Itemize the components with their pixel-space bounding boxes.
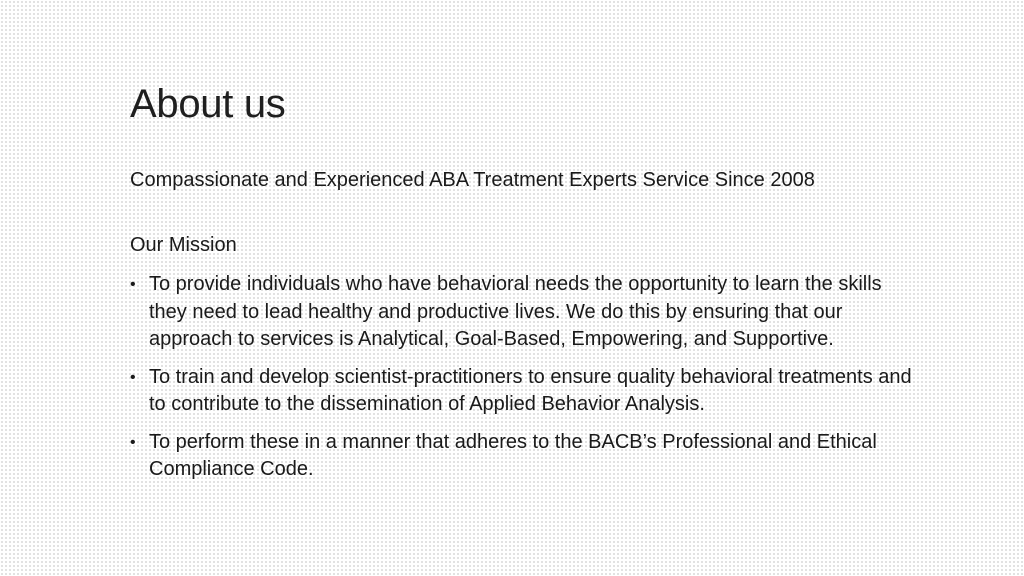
mission-bullet-list [130,271,920,494]
mission-heading: Our Mission [130,234,237,256]
bullet-dot-icon: • [130,368,136,386]
mission-bullet-text: To provide individuals who have behavioral needs the opportunity to learn the skills they need to lead healthy and productive lives. We do this by ensuring that our approach to services is Analytical, Goal-Based, Empowering, and Supportive. [149,273,882,350]
slide-title: About us [130,82,286,126]
slide-subtitle: Compassionate and Experienced ABA Treatment Experts Service Since 2008 [130,169,815,191]
mission-bullet-text: To train and develop scientist-practitioners to ensure quality behavioral treatments and to contribute to the dissemination of Applied Behavior Analysis. [149,365,912,415]
mission-bullet-text: To perform these in a manner that adheres to the BACB’s Professional and Ethical Compliance Code. [149,430,877,480]
mission-bullet-item [130,364,920,419]
mission-bullet-item [130,271,920,354]
mission-bullet-item [130,429,920,484]
bullet-dot-icon: • [130,433,136,451]
bullet-dot-icon: • [130,276,136,293]
